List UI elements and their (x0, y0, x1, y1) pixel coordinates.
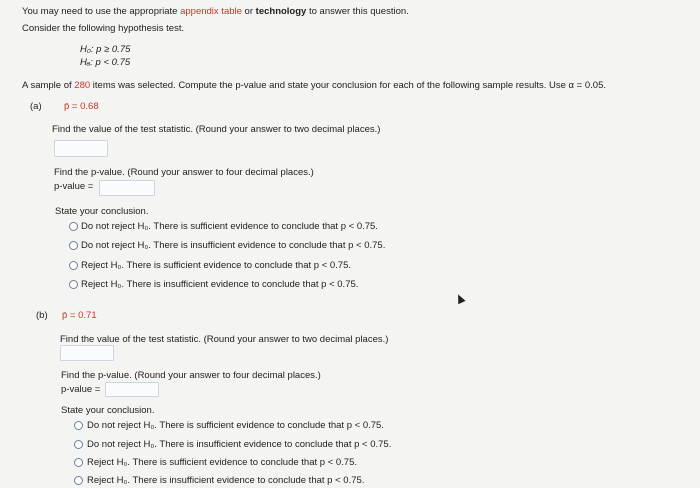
part-b-test-statistic-input[interactable] (60, 345, 114, 361)
part-b-option-3-radio[interactable] (74, 458, 83, 467)
sample-text-post: items was selected. Compute the p-value and state your conclusion for each of the following sample results. Use α = 0.05. (90, 80, 606, 91)
part-a-label: (a) (30, 101, 42, 112)
part-a-option-3-radio[interactable] (69, 261, 78, 270)
part-a-pvalue-label: p-value = (54, 181, 94, 192)
part-b-option-1-label[interactable]: Do not reject H₀. There is sufficient evidence to conclude that p < 0.75. (87, 420, 384, 431)
sample-size: 280 (74, 80, 91, 91)
part-b-pvalue-prompt: Find the p-value. (Round your answer to four decimal places.) (61, 370, 321, 381)
part-a-test-statistic-input[interactable] (54, 140, 108, 157)
part-b-label: (b) (36, 310, 48, 321)
part-a-option-4-radio[interactable] (69, 280, 78, 289)
null-hypothesis: H₀: p ≥ 0.75 (80, 44, 131, 55)
part-b-conclusion-prompt: State your conclusion. (61, 405, 155, 416)
part-b-option-4-label[interactable]: Reject H₀. There is insufficient evidence to conclude that p < 0.75. (87, 475, 365, 486)
intro-text-end: to answer this question. (306, 6, 409, 17)
part-b-option-4-radio[interactable] (74, 476, 83, 485)
part-a-option-1-label[interactable]: Do not reject H₀. There is sufficient evidence to conclude that p < 0.75. (81, 221, 378, 232)
part-b-option-2-label[interactable]: Do not reject H₀. There is insufficient evidence to conclude that p < 0.75. (87, 439, 392, 450)
consider-text: Consider the following hypothesis test. (22, 23, 185, 34)
part-a-pvalue-prompt: Find the p-value. (Round your answer to four decimal places.) (54, 167, 314, 178)
alternative-hypothesis: Hₐ: p < 0.75 (80, 57, 131, 68)
part-a-option-2-radio[interactable] (69, 241, 78, 250)
part-a-conclusion-prompt: State your conclusion. (55, 206, 149, 217)
part-b-pvalue-label: p-value = (61, 384, 101, 395)
part-a-pvalue-input[interactable] (99, 180, 155, 196)
part-b-stat-prompt: Find the value of the test statistic. (Round your answer to two decimal places.) (60, 334, 389, 345)
part-b-option-2-radio[interactable] (74, 440, 83, 449)
part-a-phat: p̄ = 0.68 (64, 101, 99, 112)
appendix-table-link[interactable]: appendix table (180, 6, 242, 17)
part-b-option-1-radio[interactable] (74, 421, 83, 430)
part-b-pvalue-input[interactable] (105, 382, 159, 397)
intro-text: You may need to use the appropriate (22, 6, 181, 17)
part-a-option-4-label[interactable]: Reject H₀. There is insufficient evidence to conclude that p < 0.75. (81, 279, 359, 290)
part-a-option-2-label[interactable]: Do not reject H₀. There is insufficient evidence to conclude that p < 0.75. (81, 240, 386, 251)
technology-link[interactable]: technology (255, 6, 307, 17)
part-a-option-1-radio[interactable] (69, 222, 78, 231)
part-b-phat: p̄ = 0.71 (62, 310, 97, 321)
intro-text-or: or (241, 6, 256, 17)
intro-line (22, 6, 409, 17)
sample-text-pre: A sample of (22, 80, 75, 91)
part-a-option-3-label[interactable]: Reject H₀. There is sufficient evidence to conclude that p < 0.75. (81, 260, 352, 271)
sample-statement (22, 80, 606, 91)
mouse-cursor-icon (454, 293, 465, 305)
part-b-option-3-label[interactable]: Reject H₀. There is sufficient evidence to conclude that p < 0.75. (87, 457, 358, 468)
part-a-stat-prompt: Find the value of the test statistic. (Round your answer to two decimal places.) (52, 124, 381, 135)
